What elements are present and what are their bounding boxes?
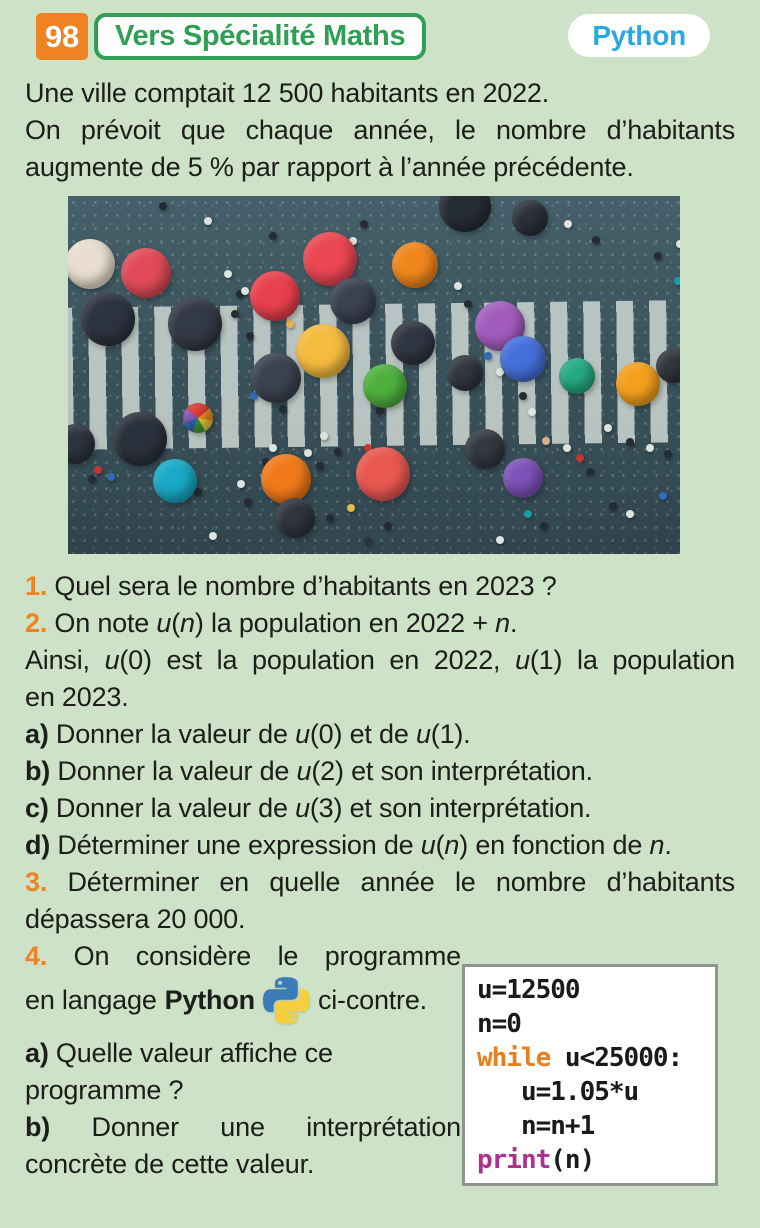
text-segment: u xyxy=(515,645,530,675)
intro-paragraph xyxy=(25,75,735,186)
text-segment: On note xyxy=(47,608,157,638)
text-segment: Quelle valeur affiche ce xyxy=(48,1038,333,1068)
umbrella xyxy=(392,242,438,288)
text-segment: u xyxy=(420,830,436,860)
umbrella xyxy=(330,278,376,324)
umbrella xyxy=(512,200,548,236)
text-segment: augmente de 5 % par rapport à l’année précédente. xyxy=(25,152,634,182)
python-code-box xyxy=(462,964,718,1186)
text-segment: ( xyxy=(171,608,181,638)
questions-block xyxy=(25,568,735,938)
text-line xyxy=(25,716,735,753)
text-line xyxy=(25,112,735,149)
pedestrian-dot xyxy=(246,332,254,340)
code-line xyxy=(477,1143,703,1177)
code-line xyxy=(477,973,703,1007)
text-segment: . xyxy=(509,608,518,638)
text-segment: Python xyxy=(164,984,255,1015)
pedestrian-dot xyxy=(576,454,584,462)
text-segment: Ainsi, xyxy=(25,645,105,675)
pedestrian-dot xyxy=(364,537,372,545)
text-segment: Donner la valeur de xyxy=(50,756,297,786)
question-number: 3. xyxy=(25,867,48,897)
pedestrian-dot xyxy=(540,522,548,530)
text-segment: Quel sera le nombre d’habitants en 2023 ? xyxy=(47,571,557,601)
crosswalk-photo xyxy=(68,196,680,554)
text-line xyxy=(25,568,735,605)
photo-umbrella-layer xyxy=(68,196,680,554)
pedestrian-dot xyxy=(316,462,324,470)
pedestrian-dot xyxy=(360,220,368,228)
pedestrian-dot xyxy=(542,437,550,445)
pedestrian-dot xyxy=(237,480,245,488)
text-segment: Donner la valeur de xyxy=(48,793,296,823)
text-line xyxy=(25,679,735,716)
umbrella xyxy=(559,358,595,394)
code-keyword: print xyxy=(477,1145,551,1175)
text-segment: u xyxy=(415,719,431,749)
pedestrian-dot xyxy=(384,522,392,530)
umbrella xyxy=(68,424,95,464)
code-line xyxy=(477,1075,703,1109)
pedestrian-dot xyxy=(496,536,504,544)
text-line xyxy=(25,827,735,864)
umbrella xyxy=(81,292,135,346)
pedestrian-dot xyxy=(563,444,571,452)
pedestrian-dot xyxy=(279,405,287,413)
text-line xyxy=(25,1072,461,1109)
text-segment: en 2023. xyxy=(25,682,129,712)
text-segment: Déterminer en quelle année le nombre d’habitants xyxy=(47,867,735,897)
exercise-header xyxy=(25,13,735,60)
pedestrian-dot xyxy=(159,202,167,210)
pedestrian-dot xyxy=(334,448,342,456)
pedestrian-dot xyxy=(484,352,492,360)
question-4-section xyxy=(25,938,735,1186)
text-segment: ) en fonction de xyxy=(459,830,650,860)
pedestrian-dot xyxy=(88,475,96,483)
text-segment: Donner une interprétation xyxy=(50,1112,461,1142)
text-segment: (3) et son interprétation. xyxy=(309,793,592,823)
umbrella xyxy=(616,362,660,406)
umbrella xyxy=(251,353,301,403)
text-segment: u xyxy=(296,756,312,786)
umbrella xyxy=(656,349,680,383)
text-line xyxy=(25,938,461,975)
pedestrian-dot xyxy=(519,392,527,400)
text-line xyxy=(25,901,735,938)
text-segment: programme ? xyxy=(25,1075,184,1105)
code-text: n=0 xyxy=(477,1009,521,1039)
text-segment: a) xyxy=(25,1038,49,1068)
umbrella xyxy=(68,239,115,289)
code-text: n=n+1 xyxy=(477,1111,595,1141)
text-segment: b) xyxy=(25,756,51,786)
umbrella xyxy=(275,498,315,538)
python-language-badge: Python xyxy=(568,14,710,57)
text-segment: u xyxy=(104,645,120,675)
text-line xyxy=(25,753,735,790)
pedestrian-dot xyxy=(524,510,532,518)
pedestrian-dot xyxy=(326,514,334,522)
category-label: Vers Spécialité Maths xyxy=(94,13,426,60)
text-segment: Déterminer une expression de xyxy=(50,830,421,860)
pedestrian-dot xyxy=(604,424,612,432)
text-segment: concrète de cette valeur. xyxy=(25,1149,315,1179)
umbrella xyxy=(296,324,350,378)
umbrella xyxy=(153,459,197,503)
pedestrian-dot xyxy=(609,502,617,510)
text-segment: dépassera 20 000. xyxy=(25,904,246,934)
text-segment: Une ville comptait 12 500 habitants en 2022. xyxy=(25,78,550,108)
pedestrian-dot xyxy=(231,310,239,318)
pedestrian-dot xyxy=(204,217,212,225)
text-segment: u xyxy=(295,793,310,823)
question-number: 4. xyxy=(25,941,48,971)
text-line xyxy=(25,975,461,1025)
umbrella xyxy=(250,271,300,321)
code-line xyxy=(477,1007,703,1041)
text-segment: u xyxy=(156,608,172,638)
pedestrian-dot xyxy=(528,408,536,416)
pedestrian-dot xyxy=(209,532,217,540)
text-line xyxy=(25,149,735,186)
pedestrian-dot xyxy=(674,277,680,285)
text-segment: On considère le programme xyxy=(47,941,461,971)
umbrella xyxy=(183,403,213,433)
text-line xyxy=(25,1109,461,1146)
question-number: 2. xyxy=(25,608,48,638)
exercise-number-badge: 98 xyxy=(36,13,88,60)
text-segment: n xyxy=(649,830,665,860)
umbrella xyxy=(500,336,546,382)
umbrella xyxy=(356,447,410,501)
umbrella xyxy=(261,454,311,504)
text-line xyxy=(25,864,735,901)
pedestrian-dot xyxy=(454,282,462,290)
question-4-text xyxy=(25,938,461,1183)
pedestrian-dot xyxy=(592,236,600,244)
code-lines xyxy=(477,973,703,1177)
text-line xyxy=(25,642,735,679)
pedestrian-dot xyxy=(586,468,594,476)
header-left-group xyxy=(25,13,426,60)
text-segment: On prévoit que chaque année, le nombre d’habitants xyxy=(25,115,735,145)
python-logo-icon xyxy=(263,977,310,1024)
umbrella xyxy=(168,297,222,351)
pedestrian-dot xyxy=(241,287,249,295)
pedestrian-dot xyxy=(654,252,662,260)
umbrella xyxy=(503,458,543,498)
code-text: u=1.05*u xyxy=(477,1077,639,1107)
text-segment: b) xyxy=(25,1112,51,1142)
text-segment: . xyxy=(664,830,672,860)
umbrella xyxy=(447,355,483,391)
pedestrian-dot xyxy=(564,220,572,228)
pedestrian-dot xyxy=(304,449,312,457)
text-segment: Donner la valeur de xyxy=(48,719,296,749)
pedestrian-dot xyxy=(269,444,277,452)
pedestrian-dot xyxy=(626,510,634,518)
text-segment: (1) la population xyxy=(529,645,735,675)
umbrella xyxy=(113,412,167,466)
pedestrian-dot xyxy=(269,232,277,240)
pedestrian-dot xyxy=(286,320,294,328)
umbrella xyxy=(391,321,435,365)
text-segment: n xyxy=(444,830,460,860)
pedestrian-dot xyxy=(464,300,472,308)
text-segment: en langage xyxy=(25,984,157,1015)
text-line xyxy=(25,605,735,642)
text-segment: (0) est la population en 2022, xyxy=(119,645,516,675)
code-line xyxy=(477,1109,703,1143)
text-segment: ( xyxy=(435,830,445,860)
code-text: u=12500 xyxy=(477,975,580,1005)
code-keyword: while xyxy=(477,1043,551,1073)
text-line xyxy=(25,1035,461,1072)
text-segment: u xyxy=(295,719,310,749)
text-line xyxy=(25,790,735,827)
umbrella xyxy=(363,364,407,408)
text-segment: (2) et son interprétation. xyxy=(311,756,593,786)
text-segment: a) xyxy=(25,719,49,749)
pedestrian-dot xyxy=(94,466,102,474)
text-segment: n xyxy=(495,608,510,638)
umbrella xyxy=(439,196,491,232)
pedestrian-dot xyxy=(676,240,680,248)
text-line xyxy=(25,1146,461,1183)
text-line xyxy=(25,75,735,112)
pedestrian-dot xyxy=(347,504,355,512)
pedestrian-dot xyxy=(664,450,672,458)
pedestrian-dot xyxy=(646,444,654,452)
pedestrian-dot xyxy=(376,407,384,415)
code-text: (n) xyxy=(550,1145,595,1175)
text-segment: (0) et de xyxy=(309,719,416,749)
pedestrian-dot xyxy=(224,270,232,278)
pedestrian-dot xyxy=(244,498,252,506)
text-segment: ci-contre. xyxy=(317,984,427,1015)
pedestrian-dot xyxy=(320,432,328,440)
text-segment: (1). xyxy=(430,719,471,749)
pedestrian-dot xyxy=(659,492,667,500)
text-segment: c) xyxy=(25,793,49,823)
code-text: u<25000: xyxy=(550,1043,683,1073)
text-segment: n xyxy=(180,608,195,638)
question-number: 1. xyxy=(25,571,48,601)
pedestrian-dot xyxy=(626,438,634,446)
text-segment: d) xyxy=(25,830,51,860)
umbrella xyxy=(465,429,505,469)
umbrella xyxy=(121,248,171,298)
pedestrian-dot xyxy=(107,473,115,481)
code-line xyxy=(477,1041,703,1075)
text-segment: ) la population en 2022 + xyxy=(194,608,496,638)
